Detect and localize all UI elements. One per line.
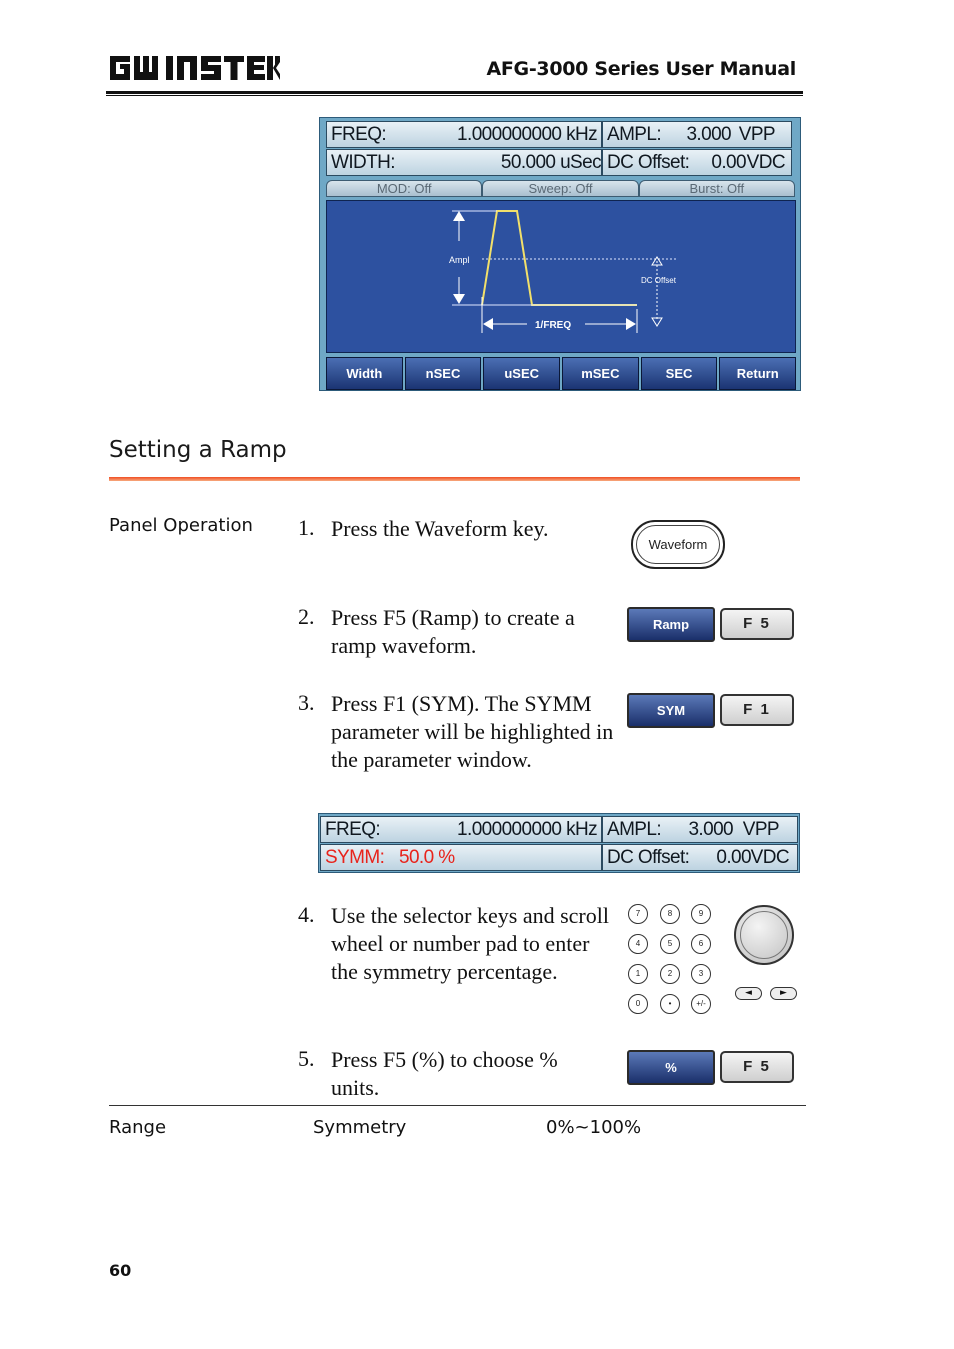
mod-status: MOD: Off [326, 180, 482, 197]
numpad-key-0[interactable]: 0 [628, 994, 648, 1014]
f1-key[interactable]: F 1 [720, 694, 794, 726]
range-rule [109, 1105, 806, 1106]
section-rule [109, 477, 800, 481]
number-pad [628, 904, 718, 1016]
numpad-key-2[interactable]: 2 [660, 964, 680, 984]
step-2-text: Press F5 (Ramp) to create a ramp waveform. [331, 605, 575, 658]
ampl-cell [602, 816, 798, 843]
sym-softkey[interactable]: SYM [627, 693, 715, 728]
arrow-right-key[interactable]: ► [770, 987, 797, 1000]
f5-key[interactable]: F 5 [720, 608, 794, 640]
numpad-key-9[interactable]: 9 [691, 904, 711, 924]
dc-offset-cell [602, 149, 792, 176]
pulse-diagram [327, 201, 797, 354]
param-row-2 [326, 149, 792, 176]
pulse-width-screen [319, 117, 801, 391]
ampl-label: AMPL: [607, 124, 662, 145]
width-value: 50.000 uSec [500, 152, 601, 173]
scroll-wheel[interactable] [734, 905, 794, 965]
period-diagram-label: 1/FREQ [535, 320, 572, 331]
numpad-key-3[interactable]: 3 [691, 964, 711, 984]
step-4-number: 4. [298, 902, 315, 927]
numpad-key-dot[interactable]: • [660, 994, 680, 1014]
range-label: Range [109, 1117, 167, 1138]
dc-offset-cell [602, 844, 798, 871]
ampl-diagram-label: Ampl [449, 255, 470, 265]
freq-cell [326, 121, 602, 148]
ramp-softkey[interactable]: Ramp [627, 607, 715, 642]
numpad-key-4[interactable]: 4 [628, 934, 648, 954]
waveform-display [326, 200, 796, 353]
header-rule-thin [106, 95, 803, 96]
sweep-status: Sweep: Off [482, 180, 638, 197]
ampl-unit: VPP [738, 124, 775, 145]
dc-offset-label: DC Offset: [607, 152, 690, 173]
ampl-value: 3.000 [688, 819, 733, 840]
numpad-key-1[interactable]: 1 [628, 964, 648, 984]
page-number: 60 [109, 1261, 132, 1280]
header-rule [106, 91, 803, 94]
ampl-unit: VPP [742, 819, 779, 840]
dc-offset-value: 0.00 [711, 152, 746, 173]
panel-operation-label: Panel Operation [109, 515, 253, 536]
softkey-msec[interactable]: mSEC [562, 357, 639, 390]
burst-status: Burst: Off [639, 180, 795, 197]
status-bar [326, 180, 795, 197]
symmetry-screen [318, 813, 800, 873]
section-title: Setting a Ramp [109, 437, 287, 463]
param-row-1 [320, 816, 798, 843]
symm-label: SYMM: [325, 847, 385, 868]
numpad-key-plus-minus[interactable]: +/- [691, 994, 711, 1014]
softkey-nsec[interactable]: nSEC [405, 357, 482, 390]
percent-softkey[interactable]: % [627, 1050, 715, 1085]
freq-label: FREQ: [325, 819, 381, 840]
param-row-1 [326, 121, 792, 148]
step-1-number: 1. [298, 515, 315, 540]
dc-offset-unit: VDC [750, 847, 789, 868]
softkey-row [326, 357, 796, 390]
param-row-2 [320, 844, 798, 871]
freq-value: 1.000000000 kHz [457, 124, 597, 145]
softkey-sec[interactable]: SEC [641, 357, 718, 390]
f5-key-percent[interactable]: F 5 [720, 1051, 794, 1083]
step-5-text: Press F5 (%) to choose % units. [331, 1047, 558, 1100]
ampl-value: 3.000 [686, 124, 731, 145]
step-3-text: Press F1 (SYM). The SYMM parameter will be highlighted in the parameter window. [331, 691, 614, 772]
step-3-number: 3. [298, 690, 315, 715]
dc-offset-label: DC Offset: [607, 847, 690, 868]
step-2-number: 2. [298, 604, 315, 629]
symm-value: 50.0 % [399, 847, 455, 868]
dc-offset-diagram-label: DC Offset [641, 276, 676, 285]
manual-title: AFG-3000 Series User Manual [486, 58, 796, 80]
ampl-label: AMPL: [607, 819, 662, 840]
waveform-key[interactable] [631, 520, 725, 569]
freq-value: 1.000000000 kHz [457, 819, 597, 840]
waveform-key-label: Waveform [636, 525, 720, 564]
ampl-cell [602, 121, 792, 148]
step-1-text: Press the Waveform key. [331, 516, 549, 541]
width-cell [326, 149, 602, 176]
width-label: WIDTH: [331, 152, 395, 173]
dc-offset-value: 0.00 [716, 847, 751, 868]
freq-label: FREQ: [331, 124, 387, 145]
softkey-return[interactable]: Return [719, 357, 796, 390]
dc-offset-unit: VDC [746, 152, 785, 173]
range-value: 0%~100% [546, 1117, 642, 1138]
freq-cell [320, 816, 602, 843]
symm-cell [320, 844, 602, 871]
step-4-text: Use the selector keys and scroll wheel or number pad to enter the symmetry percentage. [331, 903, 609, 984]
softkey-usec[interactable]: uSEC [483, 357, 560, 390]
range-parameter: Symmetry [313, 1117, 407, 1138]
arrow-left-key[interactable]: ◄ [735, 987, 762, 1000]
step-5-number: 5. [298, 1046, 315, 1071]
numpad-key-6[interactable]: 6 [691, 934, 711, 954]
numpad-key-8[interactable]: 8 [660, 904, 680, 924]
softkey-width[interactable]: Width [326, 357, 403, 390]
numpad-key-5[interactable]: 5 [660, 934, 680, 954]
gw-instek-logo [108, 52, 280, 84]
numpad-key-7[interactable]: 7 [628, 904, 648, 924]
